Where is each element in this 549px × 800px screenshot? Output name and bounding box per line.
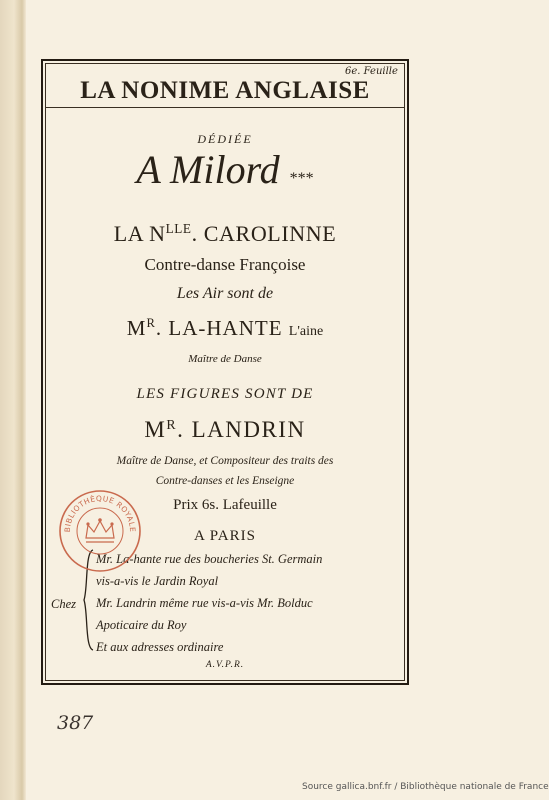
composer (45, 318, 405, 339)
address-line-4: Apoticaire du Roy (96, 618, 187, 632)
airs-label: Les Air sont de (176, 285, 274, 302)
choreographer-name: . LANDRIN (177, 417, 306, 442)
privilege-mark: A.V.P.R. (205, 660, 245, 670)
dance-name-prefix: LA N (113, 221, 166, 246)
title-divider (45, 107, 405, 108)
choreographer-title-line-2: Contre-danses et les Enseigne (155, 475, 295, 487)
chez-label: Chez (51, 597, 76, 611)
edition-number: 6e. Feuille (345, 66, 398, 77)
choreographer-superscript: R (166, 416, 178, 432)
book-binding-edge (0, 0, 26, 800)
composer-prefix: M (126, 316, 147, 340)
choreographer-prefix: M (144, 417, 167, 442)
choreographer (45, 418, 405, 441)
page-title: LA NONIME ANGLAISE (80, 77, 370, 104)
library-stamp-icon (57, 488, 143, 574)
choreographer-title-line-1: Maître de Danse, et Compositeur des traits des (116, 455, 334, 467)
dedicatee-name: A Milord (136, 147, 280, 192)
address-line-3: Mr. Landrin même rue vis-a-vis Mr. Bolduc (96, 596, 313, 610)
svg-text:BIBLIOTHÈQUE ROYALE: BIBLIOTHÈQUE ROYALE (62, 493, 138, 533)
price: Prix 6s. Lafeuille (173, 497, 277, 513)
city-heading: A PARIS (194, 528, 256, 544)
dedicatee-stars: *** (289, 170, 314, 187)
dance-name-rest: . CAROLINNE (191, 221, 337, 246)
dedication-label: DÉDIÉE (197, 132, 253, 146)
composer-title: Maître de Danse (188, 353, 262, 365)
composer-name: . LA-HANTE (155, 316, 283, 340)
address-line-1: Mr. La-hante rue des boucheries St. Germain (96, 552, 323, 566)
dedicatee (45, 147, 405, 192)
composer-superscript: R (146, 316, 156, 331)
shelfmark-number: 387 (57, 712, 94, 734)
dance-name (45, 223, 405, 245)
address-line-2: vis-a-vis le Jardin Royal (96, 574, 219, 588)
composer-suffix: L'aine (288, 324, 324, 339)
figures-label: LES FIGURES SONT DE (136, 386, 314, 402)
address-line-5: Et aux adresses ordinaire (96, 640, 224, 654)
dance-name-superscript: LLE (165, 221, 192, 237)
dance-genre: Contre-danse Françoise (144, 255, 306, 274)
source-credit: Source gallica.bnf.fr / Bibliothèque nationale de France (302, 782, 549, 792)
